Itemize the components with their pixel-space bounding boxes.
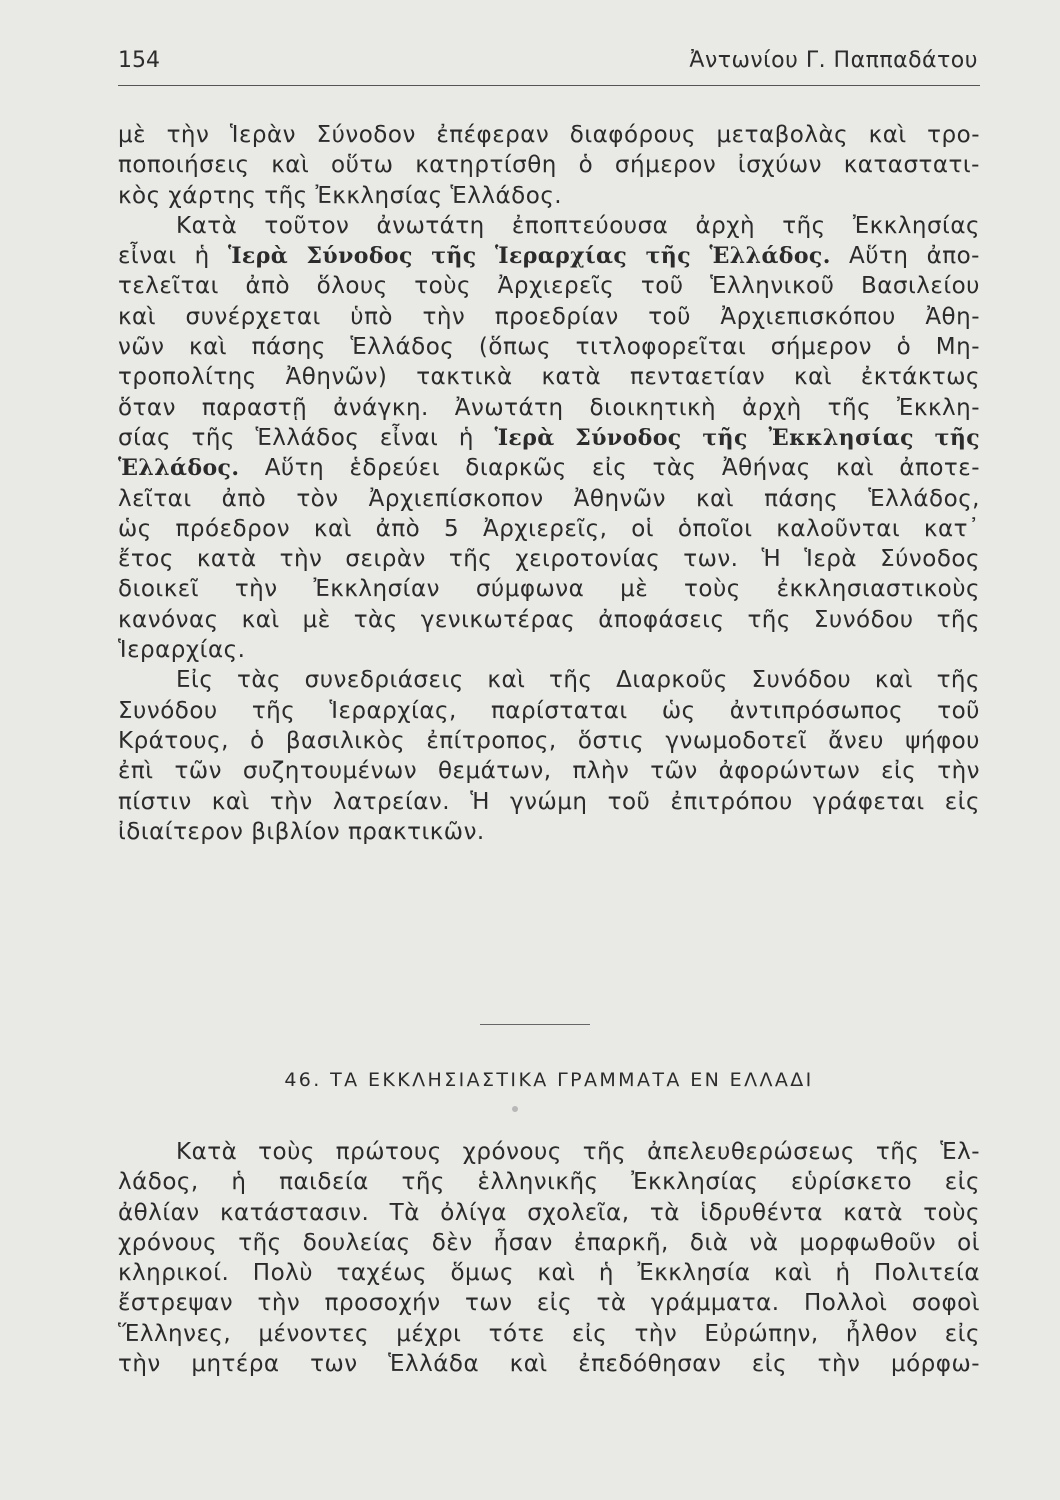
text-line — [118, 423, 980, 453]
text-line: Εἰς τὰς συνεδριάσεις καὶ τῆς Διαρκοῦς Συνόδου καὶ τῆς — [176, 667, 980, 694]
text-line: ἔτος κατὰ τὴν σειρὰν τῆς χειροτονίας των. Ἡ Ἱερὰ Σύνοδος — [118, 546, 980, 573]
text-line: ὅταν παραστῇ ἀνάγκη. Ἀνωτάτη διοικητικὴ ἀρχὴ τῆς Ἐκκλη- — [118, 394, 980, 421]
text-run: σίας τῆς Ἑλλάδος εἶναι ἡ — [118, 424, 474, 451]
body-text — [118, 120, 980, 847]
text-line: νῶν καὶ πάσης Ἑλλάδος (ὅπως τιτλοφορεῖται σήμερον ὁ Μη- — [118, 334, 980, 361]
bold-term-holy-synod-church: Ἱερὰ Σύνοδος τῆς Ἐκκλησίας τῆς — [494, 424, 981, 451]
text-line: ἀθλίαν κατάστασιν. Τὰ ὀλίγα σχολεῖα, τὰ ἱδρυθέντα κατὰ τοὺς — [118, 1199, 980, 1226]
text-line: Συνόδου τῆς Ἱεραρχίας, παρίσταται ὡς ἀντιπρόσωπος τοῦ — [118, 697, 980, 724]
bold-term-holy-synod-hierarchy: Ἱερὰ Σύνοδος τῆς Ἱεραρχίας τῆς Ἑλλάδος. — [227, 243, 831, 270]
bold-term-greece: Ἑλλάδος. — [118, 455, 240, 482]
text-line: χρόνους τῆς δουλείας δὲν ἦσαν ἐπαρκῆ, διὰ νὰ μορφωθοῦν οἱ — [118, 1229, 980, 1256]
text-line: τροπολίτης Ἀθηνῶν) τακτικὰ κατὰ πενταετίαν καὶ ἐκτάκτως — [118, 364, 980, 391]
text-line: Κράτους, ὁ βασιλικὸς ἐπίτροπος, ὅστις γνωμοδοτεῖ ἄνευ ψήφου — [118, 727, 980, 754]
running-head: Ἀντωνίου Γ. Παππαδάτου — [689, 48, 978, 73]
text-line: κληρικοί. Πολὺ ταχέως ὅμως καὶ ἡ Ἐκκλησία καὶ ἡ Πολιτεία — [118, 1260, 980, 1287]
text-line: Ἕλληνες, μένοντες μέχρι τότε εἰς τὴν Εὐρώπην, ἦλθον εἰς — [118, 1320, 980, 1347]
section-body-text — [118, 1137, 980, 1379]
text-line: ἰδιαίτερον βιβλίον πρακτικῶν. — [118, 818, 485, 845]
text-line: καὶ συνέρχεται ὑπὸ τὴν προεδρίαν τοῦ Ἀρχιεπισκόπου Ἀθη- — [118, 303, 980, 330]
text-line — [118, 453, 980, 483]
section-divider — [480, 1024, 590, 1025]
text-line: τὴν μητέρα των Ἑλλάδα καὶ ἐπεδόθησαν εἰς τὴν μόρφω- — [118, 1351, 980, 1378]
text-line: διοικεῖ τὴν Ἐκκλησίαν σύμφωνα μὲ τοὺς ἐκκλησιαστικοὺς — [118, 576, 980, 603]
text-run: Αὕτη ἀπο- — [848, 243, 980, 270]
header-rule — [118, 85, 980, 86]
text-line: μὲ τὴν Ἱερὰν Σύνοδον ἐπέφεραν διαφόρους μεταβολὰς καὶ τρο- — [118, 122, 980, 148]
text-line: Κατὰ τοῦτον ἀνωτάτη ἐποπτεύουσα ἀρχὴ τῆς Ἐκκλησίας — [176, 212, 980, 239]
text-line: Κατὰ τοὺς πρώτους χρόνους τῆς ἀπελευθερώσεως τῆς Ἑλ- — [176, 1139, 980, 1165]
text-line: ποποιήσεις καὶ οὕτω κατηρτίσθη ὁ σήμερον ἰσχύων καταστατι- — [118, 152, 980, 179]
text-run: Αὕτη ἑδρεύει διαρκῶς εἰς τὰς Ἀθήνας καὶ ἀποτε- — [264, 455, 981, 482]
text-line: ὡς πρόεδρον καὶ ἀπὸ 5 Ἀρχιερεῖς, οἱ ὁποῖοι καλοῦνται κατ᾿ — [118, 515, 980, 542]
text-line: ἐπὶ τῶν συζητουμένων θεμάτων, πλὴν τῶν ἀφορώντων εἰς τὴν — [118, 758, 980, 785]
text-line: τελεῖται ἀπὸ ὅλους τοὺς Ἀρχιερεῖς τοῦ Ἑλληνικοῦ Βασιλείου — [118, 273, 980, 300]
text-line: λεῖται ἀπὸ τὸν Ἀρχιεπίσκοπον Ἀθηνῶν καὶ πάσης Ἑλλάδος, — [118, 485, 980, 512]
text-line: κὸς χάρτης τῆς Ἐκκλησίας Ἑλλάδος. — [118, 182, 563, 209]
section-title: 46. ΤΑ ΕΚΚΛΗΣΙΑΣΤΙΚΑ ΓΡΑΜΜΑΤΑ ΕΝ ΕΛΛΑΔΙ — [284, 1069, 814, 1091]
page-number: 154 — [118, 48, 160, 73]
text-line: Ἱεραρχίας. — [118, 637, 246, 664]
text-line: κανόνας καὶ μὲ τὰς γενικωτέρας ἀποφάσεις τῆς Συνόδου τῆς — [118, 606, 980, 633]
ornament-dot — [512, 1106, 518, 1112]
text-line: ἔστρεψαν τὴν προσοχήν των εἰς τὰ γράμματα. Πολλοὶ σοφοὶ — [118, 1290, 980, 1317]
text-line: πίστιν καὶ τὴν λατρείαν. Ἡ γνώμη τοῦ ἐπιτρόπου γράφεται εἰς — [118, 788, 980, 815]
text-run: εἶναι ἡ — [118, 243, 210, 270]
text-line: λάδος, ἡ παιδεία τῆς ἑλληνικῆς Ἐκκλησίας εὑρίσκετο εἰς — [118, 1169, 980, 1196]
text-line — [118, 241, 980, 271]
